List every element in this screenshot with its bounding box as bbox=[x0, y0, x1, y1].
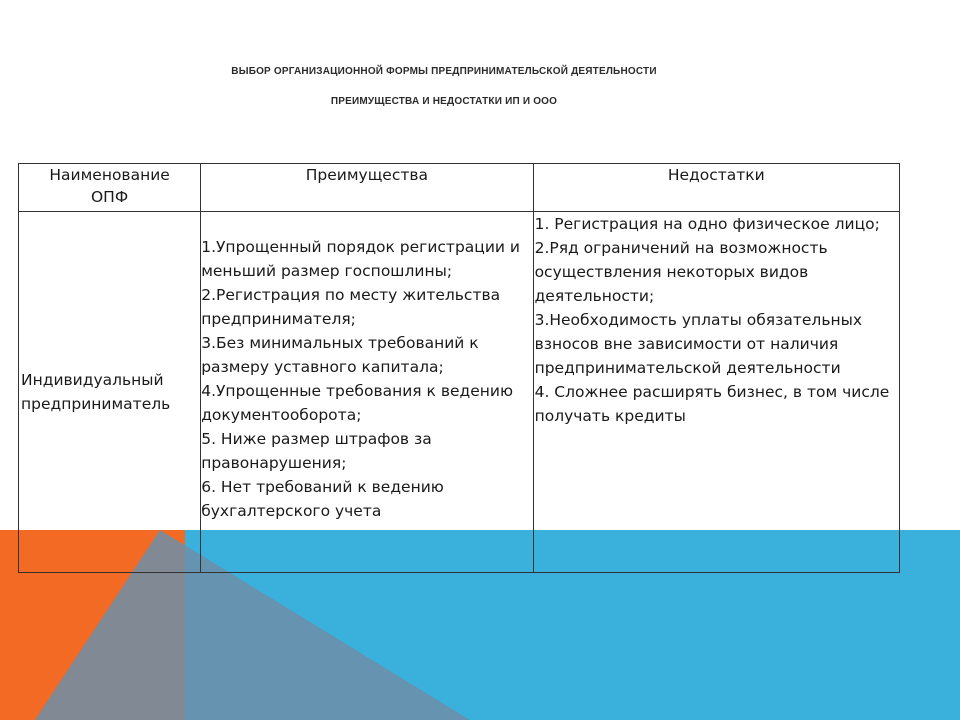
header-name bbox=[19, 164, 201, 212]
advantages-text: 1.Упрощенный порядок регистрации и меньший размер госпошлины; 2.Регистрация по месту жительства предпринимателя; 3.Без минимальных требований к размеру уставного капитала; 4.Упрощенные требования к ведению документооборота; 5. Ниже размер штрафов за правонарушения; 6. Нет требований к ведению бухгалтерского учета bbox=[201, 238, 520, 520]
table-header-row bbox=[19, 164, 900, 212]
header-advantages-label: Преимущества bbox=[305, 166, 429, 184]
disadvantages-text: 1. Регистрация на одно физическое лицо; 2.Ряд ограничений на возможность осуществления некоторых видов деятельности; 3.Необходимость уплаты обязательных взносов вне зависимости от наличия предпринимательской деятельности 4. Сложнее расширять бизнес, в том числе получать кредиты bbox=[534, 215, 890, 425]
header-advantages bbox=[201, 164, 533, 212]
comparison-table bbox=[18, 163, 900, 573]
slide-title: ВЫБОР ОРГАНИЗАЦИОННОЙ ФОРМЫ ПРЕДПРИНИМАТЕЛЬСКОЙ ДЕЯТЕЛЬНОСТИ bbox=[231, 66, 657, 77]
header-disadvantages-label: Недостатки bbox=[667, 166, 765, 184]
header-name-label: Наименование ОПФ bbox=[49, 166, 170, 206]
slide-subtitle: ПРЕИМУЩЕСТВА И НЕДОСТАТКИ ИП И ООО bbox=[330, 96, 558, 107]
cell-advantages bbox=[201, 212, 533, 573]
cell-disadvantages bbox=[533, 212, 899, 573]
header-disadvantages bbox=[533, 164, 899, 212]
cell-opf-name bbox=[19, 212, 201, 573]
table-row bbox=[19, 212, 900, 573]
opf-name-text: Индивидуальный предприниматель bbox=[21, 371, 171, 413]
